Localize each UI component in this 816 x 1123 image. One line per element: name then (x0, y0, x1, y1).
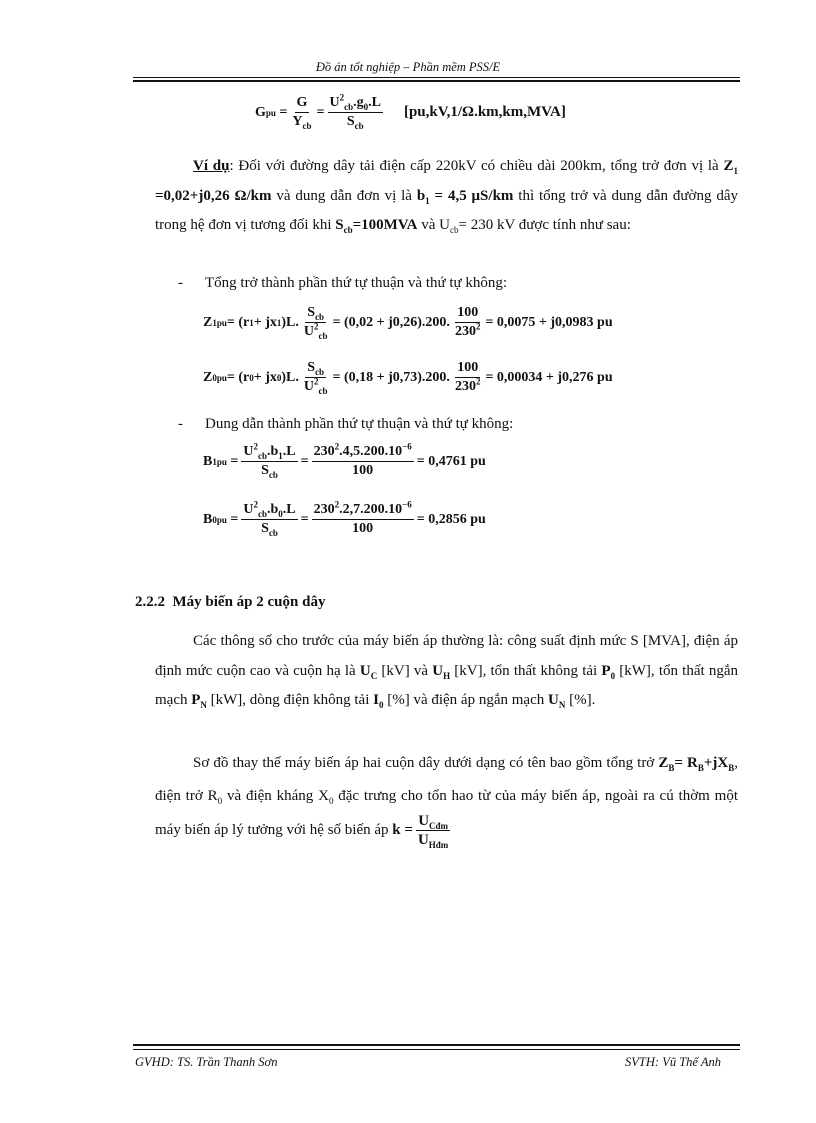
section-heading: 2.2.2 Máy biến áp 2 cuộn dây (135, 594, 326, 610)
fraction: $\frac{S_{cb}}{U^2_{cb}}$ (303, 305, 328, 341)
fraction: $\frac{230^2.4,5.200.10^{-6}}{100}$ (313, 441, 412, 478)
fraction: $\frac{S_{cb}}{U^2_{cb}}$ (303, 360, 328, 396)
example-label: Ví dụ (193, 158, 230, 174)
equation-z1-pu: Z 1pu = (r 1 + jx 1 )L. $\frac{S_{cb}}{U^2_{cb}}$ = (0,02 + j0,26).200. $\frac{100}{230^2}$ = 0,0075 + j0,0983 pu (203, 305, 613, 341)
example-paragraph: Ví dụ: Đối với đường dây tải điện cấp 220kV có chiều dài 200km, tổng trở đơn vị là $Z_1 =0,02+j0,26$ Ω/km và dung dẫn đơn vị là $b_1 = 4,5$ μS/km thì tổng trở và dung dẫn đường dây trong hệ đơn vị tương đối khi $S_{cb}=100MVA$ và $U_{cb}= 230$ kV được tính như sau: (155, 158, 739, 235)
body-paragraph: Sơ đồ thay thế máy biến áp hai cuộn dây dưới dạng có tên bao gồm tổng trở $Z_B= R_B+jX_B$, điện trở $R_0$ và điện kháng $X_0$ đặc trưng cho tổn hao từ của máy biến áp, ngoài ra cú thờm một máy biến áp lý tưởng với hệ số biến áp k = $\frac{U_{Cđm}}{U_{Hđm}}$ (155, 755, 738, 850)
fraction: $\frac{G}{Y_{cb}}$ (292, 95, 312, 131)
footer-rule-thin (133, 1049, 740, 1050)
body-paragraph: Các thông số cho trước của máy biến áp thường là: công suất định mức S [MVA], điện áp định mức cuộn cao và cuộn hạ là $U_C$ [kV] và $U_H$ [kV], tổn thất không tải $P_0$ [kW], tổn thất ngắn mạch $P_N$ [kW], dòng điện không tải $I_0$ [%] và điện áp ngắn mạch $U_N$ [%]. (155, 633, 738, 710)
ratio-k: k = $\frac{U_{Cđm}}{U_{Hđm}}$ (392, 813, 449, 850)
fraction: $\frac{U^2_{cb}.b_0.L}{S_{cb}}$ (243, 499, 296, 538)
fraction: $\frac{U^2_{cb}.b_1.L}{S_{cb}}$ (243, 441, 296, 480)
equation-g-pu: G pu = $\frac{G}{Y_{cb}}$ = $\frac{U^2_{cb}.g_0.L}{S_{cb}}$ [pu,kV,1/Ω.km,km,MVA] (255, 92, 566, 131)
units: [pu,kV,1/Ω.km,km,MVA] (403, 104, 566, 120)
fraction: $\frac{100}{230^2}$ (454, 305, 481, 339)
fraction: $\frac{100}{230^2}$ (454, 360, 481, 394)
bullet-text: Tổng trở thành phần thứ tự thuận và thứ tự không: (205, 275, 508, 291)
page-header: Đồ án tốt nghiệp – Phần mềm PSS/E (315, 60, 501, 74)
bullet-dash: - (178, 275, 183, 291)
bullet-dash: - (178, 416, 183, 432)
footer-student: SVTH: Vũ Thế Anh (625, 1055, 721, 1069)
equation-z0-pu: Z 0pu = (r 0 + jx 0 )L. $\frac{S_{cb}}{U^2_{cb}}$ = (0,18 + j0,73).200. $\frac{100}{230^2}$ = 0,00034 + j0,276 pu (203, 360, 613, 396)
equation-b1-pu: B 1pu = $\frac{U^2_{cb}.b_1.L}{S_{cb}}$ = $\frac{230^2.4,5.200.10^{-6}}{100}$ = 0,4761 pu (203, 441, 486, 480)
fraction: $\frac{230^2.2,7.200.10^{-6}}{100}$ (313, 499, 412, 536)
bullet-text: Dung dẫn thành phần thứ tự thuận và thứ tự không: (205, 416, 514, 432)
fraction: $\frac{U^2_{cb}.g_0.L}{S_{cb}}$ (329, 92, 381, 131)
equation-b0-pu: B 0pu = $\frac{U^2_{cb}.b_0.L}{S_{cb}}$ = $\frac{230^2.2,7.200.10^{-6}}{100}$ = 0,2856 pu (203, 499, 486, 538)
footer-supervisor: GVHD: TS. Trần Thanh Sơn (135, 1055, 278, 1069)
header-rule-thick (133, 80, 740, 82)
footer-rule-thick (133, 1044, 740, 1046)
header-rule-thin (133, 77, 740, 78)
